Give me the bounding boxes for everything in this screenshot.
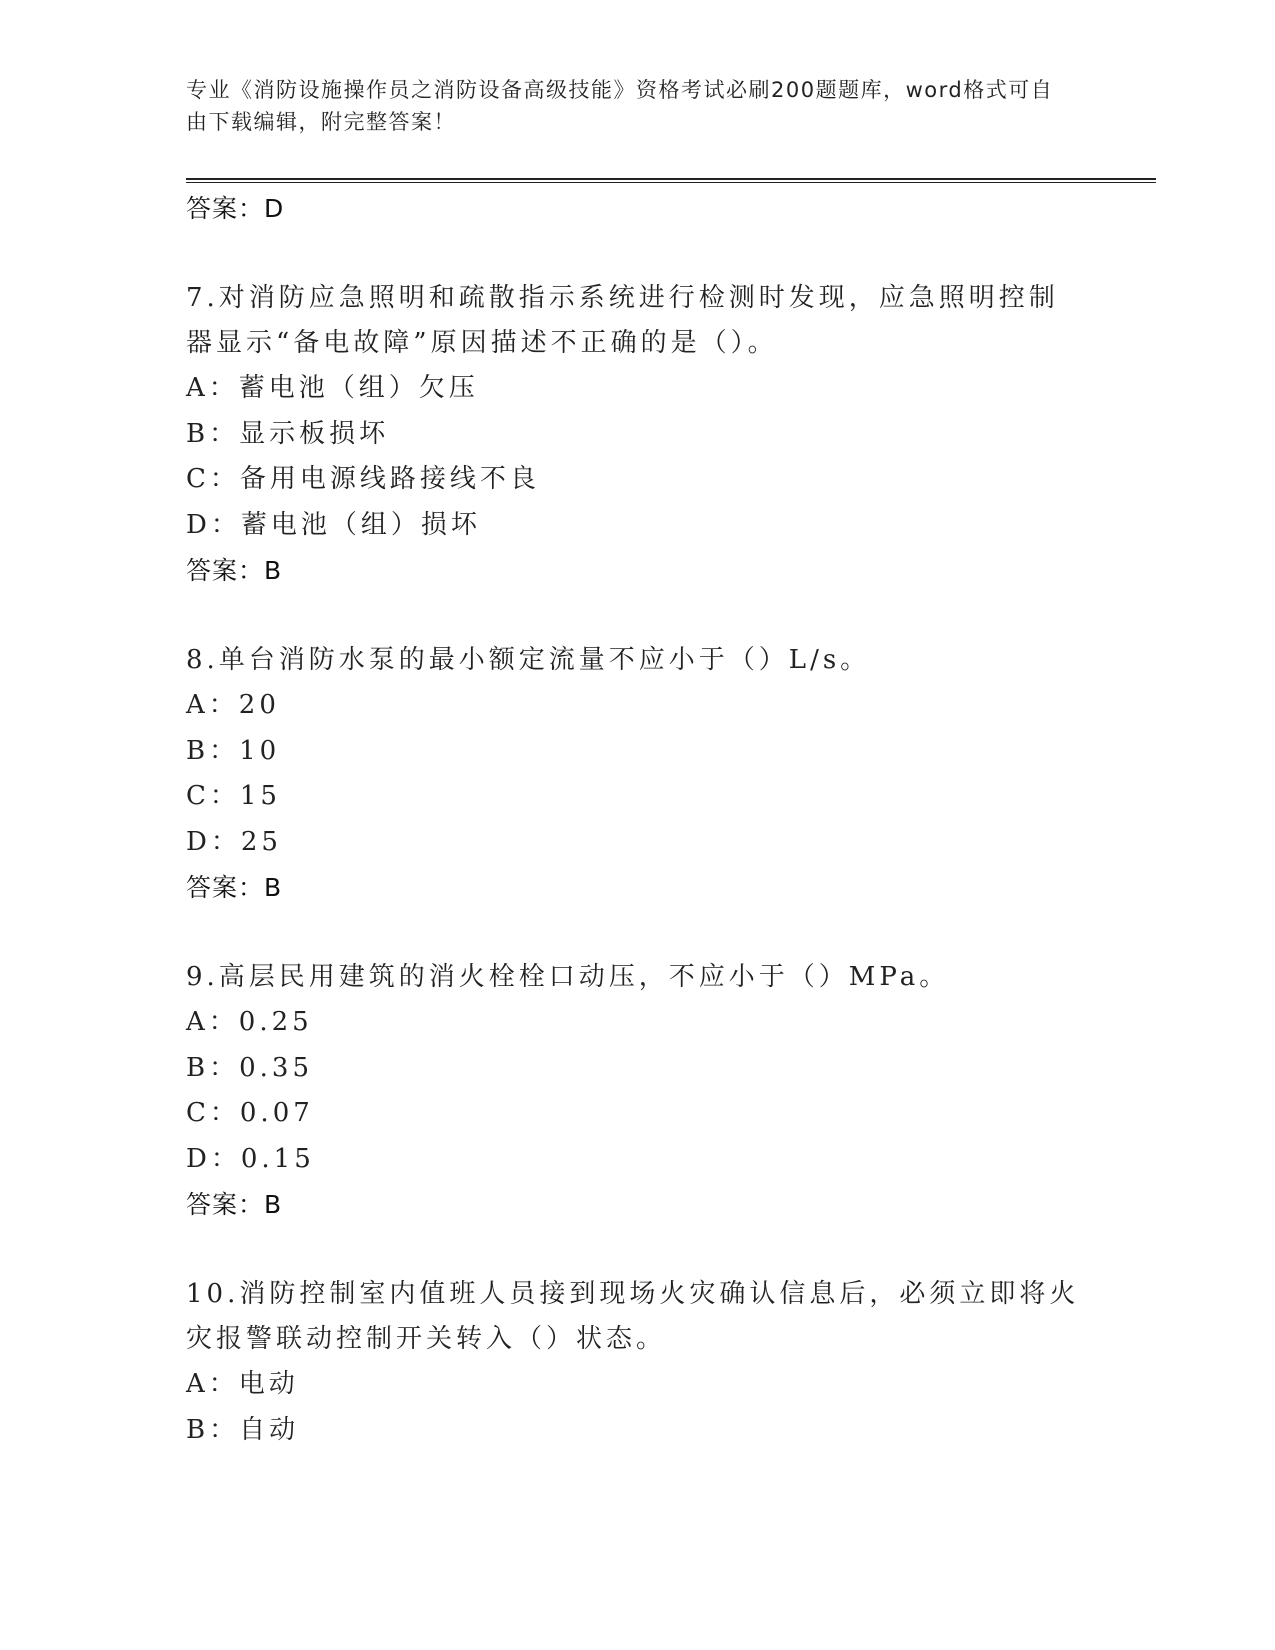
answer-line: 答案：D: [186, 194, 285, 223]
question-option: B：10: [186, 735, 281, 766]
question-option: A：电动: [186, 1369, 299, 1399]
question-option: A：蓄电池（组）欠压: [186, 373, 479, 403]
question-option: A：0.25: [186, 1007, 313, 1037]
question-item: [186, 955, 1086, 1227]
question-item: [186, 1272, 1086, 1453]
question-item: [186, 638, 1086, 910]
answer-line: 答案：B: [186, 556, 283, 585]
question-stem: 9.高层民用建筑的消火栓栓口动压，不应小于（）MPa。: [186, 962, 950, 992]
question-item: [186, 276, 1086, 593]
answer-line: 答案：B: [186, 1190, 283, 1219]
question-option: C：备用电源线路接线不良: [186, 464, 540, 494]
question-list: [186, 186, 1086, 1453]
question-option: B：显示板损坏: [186, 418, 390, 449]
question-option: C：15: [186, 781, 281, 811]
header-divider: [186, 178, 1156, 183]
question-option: B：0.35: [186, 1052, 313, 1083]
question-option: D：25: [186, 826, 282, 857]
question-stem: 7.对消防应急照明和疏散指示系统进行检测时发现，应急照明控制器显示“备电故障”原因描述不正确的是（）。: [186, 283, 1059, 358]
question-stem: 8.单台消防水泵的最小额定流量不应小于（）L/s。: [186, 645, 871, 675]
question-option: D：0.15: [186, 1143, 315, 1174]
document-header: 专业《消防设施操作员之消防设备高级技能》资格考试必刷200题题库，word格式可自由下载编辑，附完整答案！: [186, 78, 1054, 134]
question-option: A：20: [186, 690, 280, 720]
question-option: D：蓄电池（组）损坏: [186, 509, 481, 540]
answer-line: 答案：B: [186, 873, 283, 902]
question-option: B：自动: [186, 1414, 300, 1445]
question-stem: 10.消防控制室内值班人员接到现场火灾确认信息后，必须立即将火灾报警联动控制开关转入（）状态。: [186, 1279, 1080, 1354]
question-option: C：0.07: [186, 1098, 314, 1128]
